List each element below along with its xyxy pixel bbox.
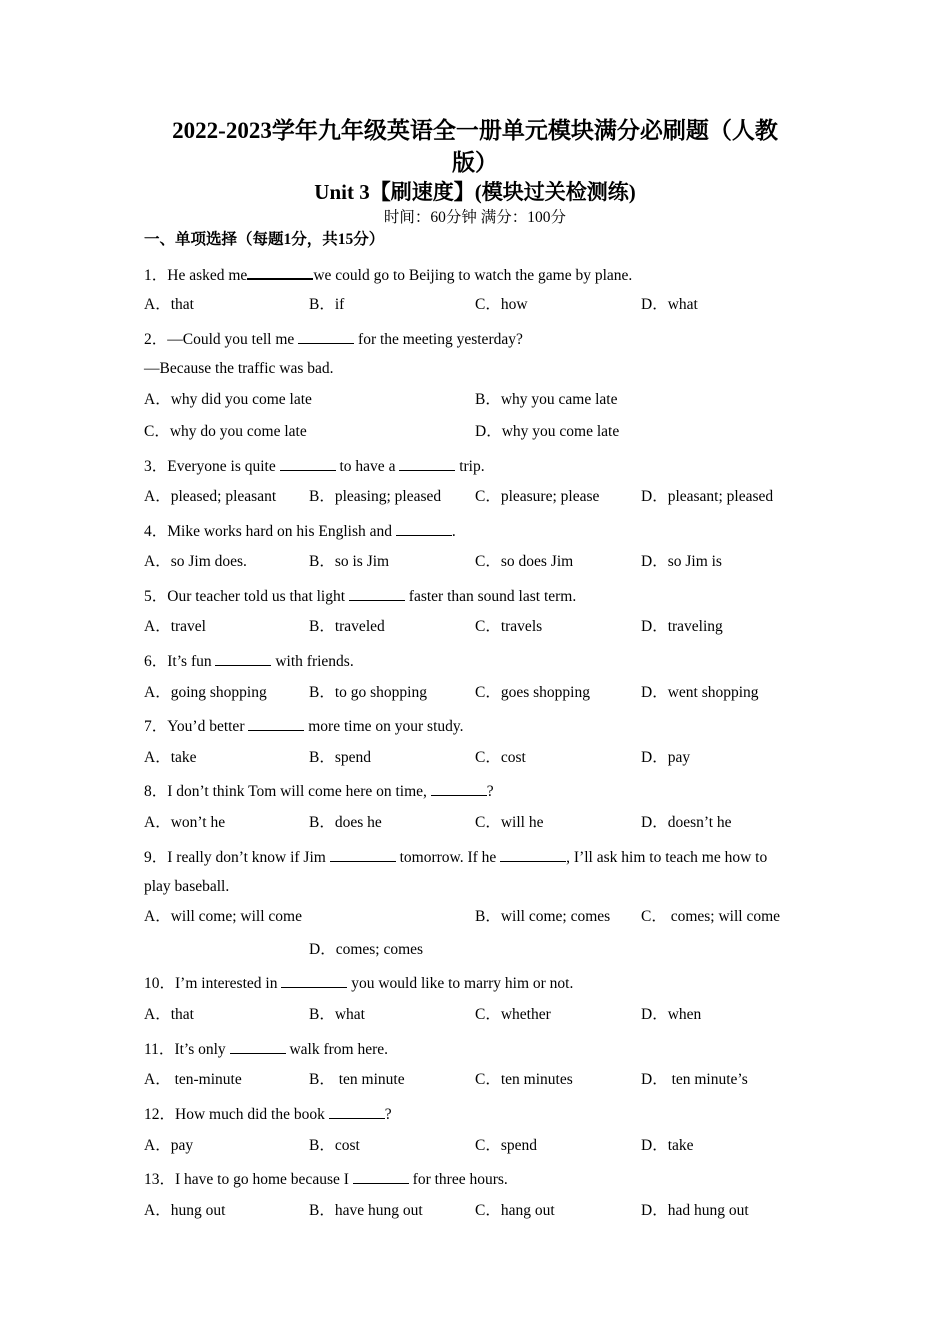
- option-9c: C． comes; will come: [641, 908, 781, 925]
- option-12d: D．take: [641, 1137, 694, 1154]
- option-12b: B．cost: [309, 1137, 360, 1154]
- answer-blank: [349, 584, 405, 601]
- option-1a: A．that: [144, 296, 194, 313]
- question-7: 7．You’d better more time on your study.: [144, 714, 464, 738]
- option-9a: A．will come; will come: [144, 908, 302, 925]
- option-12c: C．spend: [475, 1137, 538, 1154]
- option-6d: D．went shopping: [641, 684, 759, 701]
- option-10c: C．whether: [475, 1006, 551, 1023]
- option-12a: A．pay: [144, 1137, 194, 1154]
- title-line-1: 2022-2023学年九年级英语全一册单元模块满分必刷题（人教: [172, 118, 778, 143]
- answer-blank: [330, 845, 396, 862]
- question-12: 12．How much did the book ?: [144, 1102, 392, 1126]
- option-11a: A． ten-minute: [144, 1071, 242, 1088]
- section-heading: 一、单项选择（每题1分，共15分）: [144, 231, 385, 248]
- option-3d: D．pleasant; pleased: [641, 488, 774, 505]
- question-3: 3．Everyone is quite to have a trip.: [144, 454, 485, 478]
- option-7a: A．take: [144, 749, 197, 766]
- option-10d: D．when: [641, 1006, 702, 1023]
- question-6: 6．It’s fun with friends.: [144, 649, 354, 673]
- question-13: 13．I have to go home because I for three hours.: [144, 1167, 508, 1191]
- document-title: [120, 115, 830, 179]
- option-3c: C．pleasure; please: [475, 488, 600, 505]
- question-1: 1．He asked me we could go to Beijing to watch the game by plane.: [144, 262, 632, 287]
- answer-blank: [215, 649, 271, 666]
- option-6b: B．to go shopping: [309, 684, 427, 701]
- option-9d: D．comes; comes: [309, 941, 424, 958]
- option-13c: C．hang out: [475, 1202, 555, 1219]
- option-13b: B．have hung out: [309, 1202, 423, 1219]
- question-5: 5．Our teacher told us that light faster than sound last term.: [144, 584, 576, 608]
- answer-blank: [396, 519, 452, 536]
- option-9b: B．will come; comes: [475, 908, 611, 925]
- answer-blank: [248, 714, 304, 731]
- option-11c: C．ten minutes: [475, 1071, 573, 1088]
- option-13d: D．had hung out: [641, 1202, 749, 1219]
- answer-blank: [247, 262, 313, 280]
- option-8d: D．doesn’t he: [641, 814, 732, 831]
- answer-blank: [500, 845, 566, 862]
- question-4: 4．Mike works hard on his English and .: [144, 519, 456, 543]
- option-2b: B．why you came late: [475, 391, 618, 408]
- option-2d: D．why you come late: [475, 423, 620, 440]
- option-13a: A．hung out: [144, 1202, 226, 1219]
- answer-blank: [298, 327, 354, 344]
- option-8b: B．does he: [309, 814, 382, 831]
- question-8: 8．I don’t think Tom will come here on time, ?: [144, 779, 494, 803]
- question-9: 9．I really don’t know if Jim tomorrow. If he , I’ll ask him to teach me how to: [144, 845, 767, 869]
- option-8c: C．will he: [475, 814, 544, 831]
- question-11: 11．It’s only walk from here.: [144, 1037, 388, 1061]
- option-10b: B．what: [309, 1006, 365, 1023]
- answer-blank: [431, 779, 487, 796]
- option-7b: B．spend: [309, 749, 372, 766]
- option-5b: B．traveled: [309, 618, 385, 635]
- answer-blank: [329, 1102, 385, 1119]
- option-4b: B．so is Jim: [309, 553, 390, 570]
- option-5c: C．travels: [475, 618, 543, 635]
- option-1d: D．what: [641, 296, 698, 313]
- option-3b: B．pleasing; pleased: [309, 488, 442, 505]
- option-10a: A．that: [144, 1006, 194, 1023]
- option-5d: D．traveling: [641, 618, 723, 635]
- answer-blank: [399, 454, 455, 471]
- option-5a: A．travel: [144, 618, 206, 635]
- question-9-continued: play baseball.: [144, 878, 230, 895]
- option-11b: B． ten minute: [309, 1071, 405, 1088]
- question-2: 2．—Could you tell me for the meeting yesterday?: [144, 327, 523, 351]
- option-8a: A．won’t he: [144, 814, 226, 831]
- option-4c: C．so does Jim: [475, 553, 574, 570]
- option-6c: C．goes shopping: [475, 684, 590, 701]
- option-11d: D． ten minute’s: [641, 1071, 748, 1088]
- option-1c: C．how: [475, 296, 528, 313]
- option-3a: A．pleased; pleasant: [144, 488, 277, 505]
- answer-blank: [353, 1167, 409, 1184]
- option-6a: A．going shopping: [144, 684, 267, 701]
- answer-blank: [281, 971, 347, 988]
- option-2c: C．why do you come late: [144, 423, 307, 440]
- option-4d: D．so Jim is: [641, 553, 722, 570]
- answer-blank: [280, 454, 336, 471]
- option-4a: A．so Jim does.: [144, 553, 247, 570]
- document-subtitle: Unit 3【刷速度】(模块过关检测练): [314, 180, 636, 204]
- option-2a: A．why did you come late: [144, 391, 312, 408]
- exam-meta: 时间：60分钟 满分：100分: [383, 209, 567, 226]
- answer-blank: [230, 1037, 286, 1054]
- option-7c: C．cost: [475, 749, 526, 766]
- title-line-2: 版）: [452, 150, 498, 175]
- question-2-reply: —Because the traffic was bad.: [144, 360, 334, 377]
- option-7d: D．pay: [641, 749, 691, 766]
- question-10: 10．I’m interested in you would like to marry him or not.: [144, 971, 573, 995]
- option-1b: B．if: [309, 296, 345, 313]
